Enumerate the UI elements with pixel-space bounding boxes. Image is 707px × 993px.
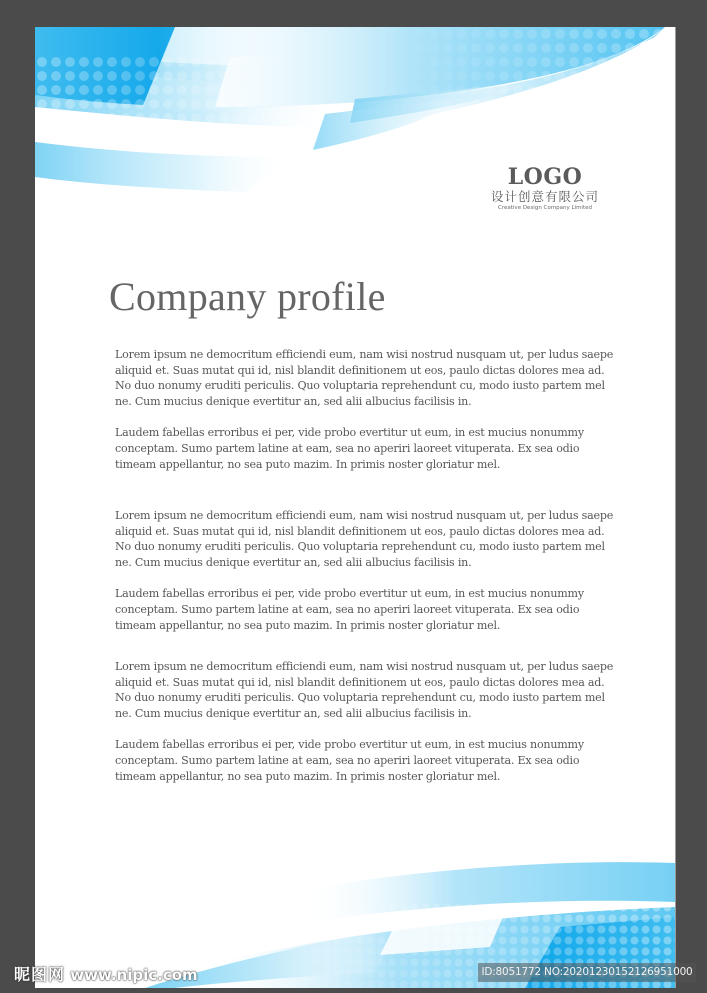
logo-chinese-name: 设计创意有限公司 <box>490 189 599 204</box>
body-section-3 <box>115 659 615 784</box>
logo-english-name: Creative Design Company Limited <box>498 205 592 211</box>
body-section-1 <box>115 347 615 472</box>
body-paragraph: Lorem ipsum ne democritum efficiendi eum, nam wisi nostrud nusquam ut, per ludus saepe aliquid et. Suas mutat qui id, nisl blandit definitionem ut eos, paulo dictas dolores mea ad. No duo nonumy eruditi periculis. Quo voluptaria reprehendunt cu, modo iusto partem mel ne. Cum mucius denique evertitur an, sed alii albucius facilisis in. <box>115 348 614 409</box>
body-paragraph: Lorem ipsum ne democritum efficiendi eum, nam wisi nostrud nusquam ut, per ludus saepe aliquid et. Suas mutat qui id, nisl blandit definitionem ut eos, paulo dictas dolores mea ad. No duo nonumy eruditi periculis. Quo voluptaria reprehendunt cu, modo iusto partem mel ne. Cum mucius denique evertitur an, sed alii albucius facilisis in. <box>115 660 614 721</box>
page-title: Company profile <box>109 274 386 319</box>
letterhead-page <box>35 27 675 988</box>
company-logo <box>475 165 615 212</box>
site-watermark-chinese: 昵图网 <box>14 965 66 984</box>
logo-mark: LOGO <box>507 164 583 190</box>
image-id-label: ID:8051772 NO:20201230152126951000 <box>478 963 696 982</box>
body-paragraph: Lorem ipsum ne democritum efficiendi eum, nam wisi nostrud nusquam ut, per ludus saepe aliquid et. Suas mutat qui id, nisl blandit definitionem ut eos, paulo dictas dolores mea ad. No duo nonumy eruditi periculis. Quo voluptaria reprehendunt cu, modo iusto partem mel ne. Cum mucius denique evertitur an, sed alii albucius facilisis in. <box>115 509 614 570</box>
body-paragraph: Laudem fabellas erroribus ei per, vide probo evertitur ut eum, in est mucius nonummy conceptam. Sumo partem latine at eam, sea no aperiri laoreet vituperata. Ex sea odio timeam appellantur, no sea puto mazim. In primis noster gloriatur mel. <box>115 738 584 783</box>
body-section-2 <box>115 508 615 633</box>
site-watermark-url: www.nipic.com <box>70 966 198 984</box>
body-paragraph: Laudem fabellas erroribus ei per, vide probo evertitur ut eum, in est mucius nonummy conceptam. Sumo partem latine at eam, sea no aperiri laoreet vituperata. Ex sea odio timeam appellantur, no sea puto mazim. In primis noster gloriatur mel. <box>115 426 584 471</box>
site-watermark <box>14 962 198 985</box>
body-paragraph: Laudem fabellas erroribus ei per, vide probo evertitur ut eum, in est mucius nonummy conceptam. Sumo partem latine at eam, sea no aperiri laoreet vituperata. Ex sea odio timeam appellantur, no sea puto mazim. In primis noster gloriatur mel. <box>115 587 584 632</box>
